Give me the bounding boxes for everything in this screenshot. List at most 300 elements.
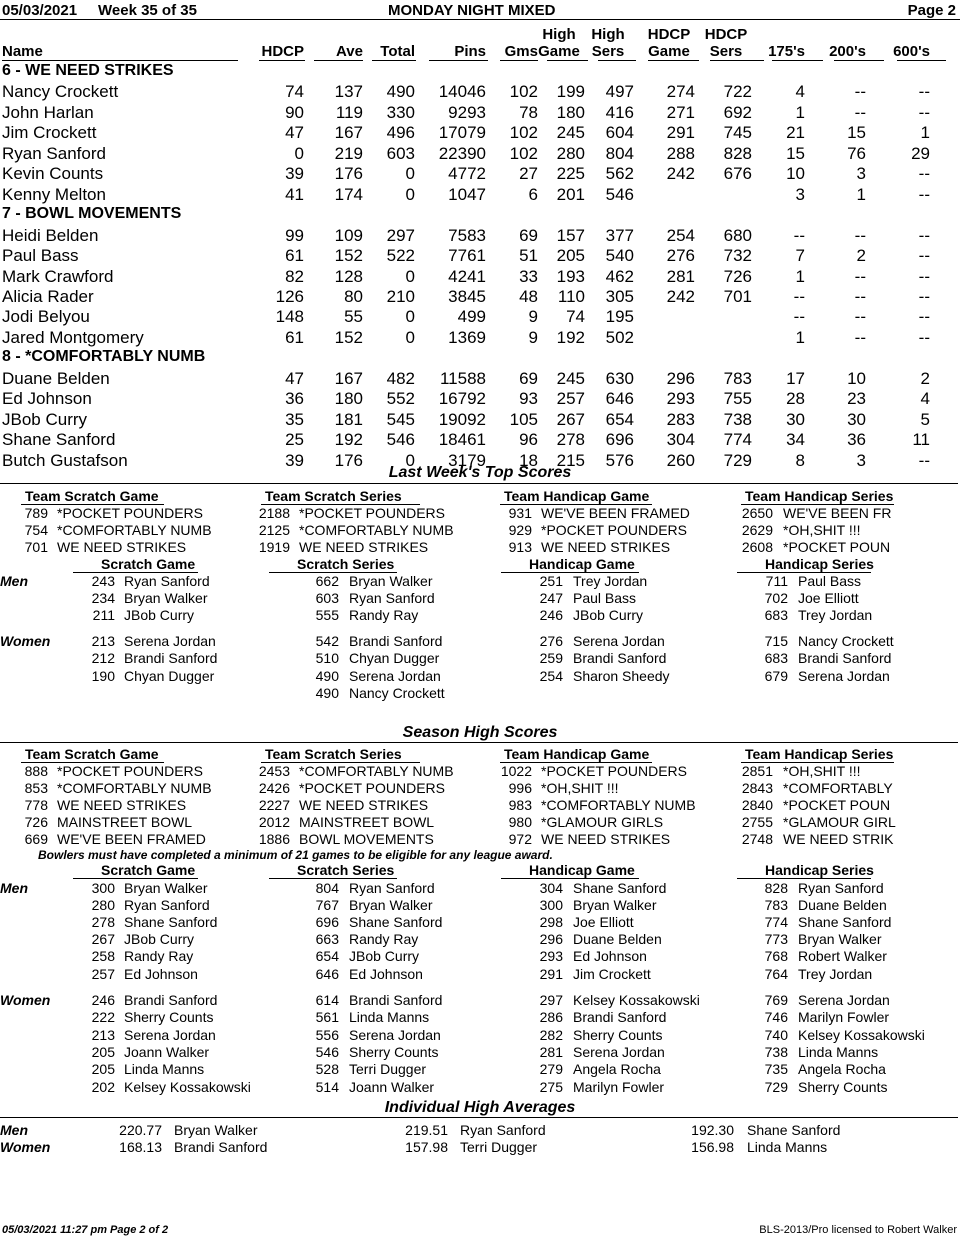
bowler-stat: 1: [920, 123, 930, 143]
score-name: Serena Jordan: [798, 992, 890, 1008]
bowler-stat: 732: [723, 246, 752, 266]
bowler-stat: 41: [285, 184, 304, 204]
bowler-row: [0, 430, 960, 450]
score-value: 280: [91, 897, 115, 914]
bowler-stat: 576: [605, 450, 634, 470]
bowler-stat: 18: [519, 450, 538, 470]
score-value: 679: [764, 667, 788, 684]
report-date: 05/03/2021: [2, 2, 78, 19]
bowler-stat: 47: [285, 368, 304, 388]
bowler-name: Jodi Belyou: [2, 307, 90, 327]
score-entry: [0, 1139, 960, 1156]
bowler-stat: 804: [605, 143, 634, 163]
score-name: JBob Curry: [124, 931, 195, 948]
footer-license: BLS-2013/Pro licensed to Robert Walker: [759, 1224, 957, 1236]
score-name: Ed Johnson: [573, 948, 647, 965]
score-name: Trey Jordan: [798, 607, 873, 624]
score-value: 2748: [741, 831, 773, 847]
bowler-stat: 2: [920, 368, 930, 388]
bowler-stat: 11: [912, 430, 930, 450]
column-underline: [429, 60, 488, 61]
score-name: *POCKET POUNDERS: [299, 505, 445, 521]
bowler-stat: 496: [386, 123, 415, 143]
bowler-stat: 167: [334, 368, 363, 388]
score-name: Chyan Dugger: [349, 650, 440, 667]
score-name: Joe Elliott: [573, 914, 634, 931]
score-name: Paul Bass: [798, 573, 862, 589]
bowler-stat: 19092: [438, 409, 486, 429]
bowler-stat: 90: [285, 102, 304, 122]
bowler-stat: 2: [856, 246, 866, 266]
score-name: Shane Sanford: [349, 914, 443, 931]
bowler-stat: 7: [795, 246, 805, 266]
score-value: 768: [764, 948, 788, 965]
score-name: Sherry Counts: [573, 1026, 663, 1043]
score-name: Ryan Sanford: [460, 1122, 546, 1138]
score-value: 281: [539, 1043, 563, 1060]
individual-category-header: Scratch Game: [101, 862, 196, 878]
score-name: Linda Manns: [349, 1009, 430, 1026]
score-name: *COMFORTABLY NUMB: [541, 797, 696, 813]
bowler-stat: 157: [556, 225, 585, 245]
score-value: 746: [764, 1009, 788, 1026]
score-name: Randy Ray: [349, 931, 419, 948]
bowler-stat: 502: [605, 327, 634, 347]
bowler-stat: 462: [605, 266, 634, 286]
bowler-stat: 102: [509, 123, 538, 143]
score-value: 614: [315, 992, 339, 1008]
score-name: Bryan Walker: [349, 573, 433, 589]
bowler-stat: --: [918, 82, 930, 102]
score-entry: [0, 1009, 960, 1026]
score-name: *COMFORTABLY NUMB: [299, 763, 454, 779]
score-name: Chyan Dugger: [124, 667, 215, 684]
score-value: 2426: [258, 780, 290, 796]
bowler-stat: 546: [386, 430, 415, 450]
team-category-header: Team Handicap Game: [504, 488, 650, 504]
score-value: 2188: [258, 505, 290, 521]
score-name: *POCKET POUN: [783, 539, 891, 555]
bowler-stat: 180: [334, 389, 363, 409]
score-value: 293: [539, 948, 563, 965]
score-name: *POCKET POUNDERS: [57, 763, 203, 779]
score-value: 212: [91, 650, 115, 667]
score-value: 773: [764, 931, 788, 948]
bowler-stat: 201: [556, 184, 585, 204]
column-underline: [598, 60, 636, 61]
bowler-stat: 1: [795, 266, 805, 286]
score-name: Duane Belden: [798, 897, 887, 914]
bowler-stat: 128: [334, 266, 363, 286]
bowler-stat: 276: [666, 246, 695, 266]
score-name: Trey Jordan: [798, 965, 873, 982]
team-name: 7 - BOWL MOVEMENTS: [2, 205, 182, 223]
header-underline: [737, 878, 871, 879]
score-entry: [0, 992, 960, 1009]
column-header: High Game: [538, 26, 580, 60]
score-value: 738: [764, 1043, 788, 1060]
score-name: Joe Elliott: [798, 590, 859, 607]
bowler-row: [0, 267, 960, 287]
bowler-stat: 74: [566, 307, 585, 327]
score-value: 754: [24, 522, 48, 538]
bowler-stat: 36: [847, 430, 866, 450]
score-value: 220.77: [119, 1122, 162, 1138]
bowler-stat: 783: [723, 368, 752, 388]
score-name: Bryan Walker: [124, 590, 208, 607]
bowler-stat: 3: [856, 450, 866, 470]
individual-category-header: Handicap Series: [765, 862, 874, 878]
column-header: Total: [380, 43, 415, 60]
score-name: *COMFORTABLY: [783, 780, 893, 796]
bowler-stat: 10: [786, 164, 805, 184]
bowler-stat: --: [918, 184, 930, 204]
bowler-stat: 0: [405, 450, 415, 470]
bowler-row: [0, 287, 960, 307]
score-value: 931: [508, 505, 532, 521]
column-header: HDCP Sers: [704, 26, 748, 60]
score-value: 715: [764, 633, 788, 649]
score-value: 789: [24, 505, 48, 521]
score-value: 669: [24, 831, 48, 847]
score-name: Bryan Walker: [124, 880, 208, 896]
score-entry: [0, 814, 960, 831]
score-name: Ryan Sanford: [349, 590, 435, 607]
bowler-stat: 293: [666, 389, 695, 409]
bowler-stat: 654: [605, 409, 634, 429]
bowler-name: Butch Gustafson: [2, 450, 128, 470]
bowler-row: [0, 103, 960, 123]
bowler-stat: 1: [856, 184, 866, 204]
column-underline: [710, 60, 764, 61]
bowler-stat: 278: [556, 430, 585, 450]
bowler-stat: 78: [519, 102, 538, 122]
score-name: Nancy Crockett: [349, 684, 445, 701]
score-entry: [0, 966, 960, 983]
last-week-rule: [0, 483, 958, 484]
score-value: 683: [764, 650, 788, 667]
score-name: *GLAMOUR GIRLS: [541, 814, 664, 830]
bowler-stat: 36: [285, 389, 304, 409]
header-underline: [501, 878, 639, 879]
page-number: Page 2: [907, 2, 956, 19]
bowler-stat: 137: [334, 82, 363, 102]
bowler-stat: 22390: [438, 143, 486, 163]
score-value: 853: [24, 780, 48, 796]
men-label: Men: [0, 573, 28, 589]
individual-category-header: Scratch Game: [101, 556, 196, 572]
bowler-stat: 630: [605, 368, 634, 388]
score-value: 275: [539, 1078, 563, 1095]
score-value: 528: [315, 1061, 339, 1078]
score-name: Jim Crockett: [573, 965, 651, 982]
score-name: Angela Rocha: [573, 1061, 661, 1078]
bowler-stat: 225: [556, 164, 585, 184]
bowler-name: Paul Bass: [2, 246, 79, 266]
bowler-stat: 260: [666, 450, 695, 470]
bowler-stat: 288: [666, 143, 695, 163]
score-name: Brandi Sanford: [798, 650, 892, 667]
score-name: Serena Jordan: [573, 633, 665, 649]
bowler-stat: 33: [519, 266, 538, 286]
score-entry: [0, 633, 960, 650]
bowler-stat: 69: [519, 225, 538, 245]
score-value: 157.98: [405, 1139, 448, 1155]
score-name: *POCKET POUNDERS: [541, 763, 687, 779]
bowler-stat: 210: [386, 286, 415, 306]
score-entry: [0, 763, 960, 780]
week-label: Week 35 of 35: [98, 2, 197, 19]
league-title: MONDAY NIGHT MIXED: [388, 2, 556, 19]
bowler-stat: 11588: [439, 368, 486, 388]
bowler-stat: 4: [920, 389, 930, 409]
score-name: *COMFORTABLY NUMB: [57, 780, 212, 796]
score-value: 774: [764, 914, 788, 931]
bowler-stat: 0: [405, 327, 415, 347]
bowler-stat: 167: [334, 123, 363, 143]
score-name: Randy Ray: [124, 948, 194, 965]
score-name: WE NEED STRIKES: [541, 539, 671, 555]
bowler-row: [0, 82, 960, 102]
score-value: 683: [764, 607, 788, 624]
bowler-stat: 80: [344, 286, 363, 306]
bowler-stat: 330: [386, 102, 415, 122]
score-value: 213: [91, 1026, 115, 1043]
bowler-stat: 9: [528, 327, 538, 347]
bowler-stat: 722: [723, 82, 752, 102]
score-value: 296: [539, 931, 563, 948]
bowler-stat: 274: [666, 82, 695, 102]
column-header: Pins: [454, 43, 486, 60]
score-entry: [0, 522, 960, 539]
bowler-stat: 181: [334, 409, 363, 429]
bowler-stat: 7583: [448, 225, 486, 245]
score-name: Sharon Sheedy: [573, 667, 670, 684]
score-value: 701: [24, 539, 48, 555]
high-averages-title: Individual High Averages: [384, 1099, 576, 1116]
score-value: 929: [508, 522, 532, 538]
score-name: WE NEED STRIKES: [541, 831, 671, 847]
team-name: 8 - *COMFORTABLY NUMB: [2, 348, 206, 366]
column-underline: [772, 60, 823, 61]
score-name: Marilyn Fowler: [798, 1009, 890, 1026]
score-value: 888: [24, 763, 48, 779]
score-name: *GLAMOUR GIRL: [783, 814, 896, 830]
bowler-stat: 9293: [448, 102, 486, 122]
score-name: Serena Jordan: [349, 667, 441, 684]
score-value: 804: [315, 880, 339, 896]
score-name: Ryan Sanford: [124, 897, 210, 914]
score-value: 1919: [258, 539, 290, 555]
header-underline: [269, 878, 397, 879]
score-value: 980: [508, 814, 532, 830]
score-value: 251: [539, 573, 563, 589]
bowler-stat: 271: [666, 102, 695, 122]
bowler-stat: 8: [795, 450, 805, 470]
men-label: Men: [0, 880, 28, 896]
individual-category-header: Scratch Series: [297, 556, 395, 572]
score-value: 2755: [741, 814, 773, 830]
score-entry: [0, 685, 960, 702]
bowler-stat: 199: [556, 82, 585, 102]
score-value: 767: [315, 897, 339, 914]
bowler-stat: 774: [723, 430, 752, 450]
score-value: 996: [508, 780, 532, 796]
bowler-stat: 680: [723, 225, 752, 245]
bowler-stat: 6: [528, 184, 538, 204]
bowler-stat: 3: [795, 184, 805, 204]
score-value: 555: [315, 607, 339, 624]
bowler-stat: 1369: [448, 327, 486, 347]
bowler-name: Shane Sanford: [2, 430, 116, 450]
score-name: Bryan Walker: [349, 897, 433, 914]
score-value: 205: [91, 1043, 115, 1060]
bowler-stat: 696: [605, 430, 634, 450]
column-header: Gms: [504, 43, 538, 60]
individual-category-header: Handicap Game: [529, 862, 635, 878]
score-name: Trey Jordan: [573, 573, 648, 589]
bowler-stat: 828: [723, 143, 752, 163]
score-value: 247: [539, 590, 563, 607]
bowler-stat: 0: [405, 184, 415, 204]
bowler-stat: 193: [556, 266, 585, 286]
score-value: 243: [91, 573, 115, 589]
bowler-stat: 152: [334, 327, 363, 347]
score-name: Brandi Sanford: [174, 1139, 268, 1155]
score-value: 2608: [741, 539, 773, 555]
bowler-stat: 16792: [438, 389, 486, 409]
score-name: *OH,SHIT !!!: [541, 780, 619, 796]
score-name: JBob Curry: [124, 607, 195, 624]
score-value: 2840: [741, 797, 773, 813]
score-value: 300: [539, 897, 563, 914]
bowler-stat: 280: [556, 143, 585, 163]
bowler-stat: 242: [666, 286, 695, 306]
bowler-stat: --: [918, 450, 930, 470]
bowler-stat: 99: [285, 225, 304, 245]
bowler-stat: --: [918, 225, 930, 245]
score-value: 2629: [741, 522, 773, 538]
bowler-stat: 257: [556, 389, 585, 409]
bowler-name: Jared Montgomery: [2, 327, 144, 347]
bowler-stat: 195: [605, 307, 634, 327]
season-high-title: Season High Scores: [402, 724, 558, 741]
women-label: Women: [0, 1139, 51, 1155]
score-entry: [0, 539, 960, 556]
score-name: Linda Manns: [747, 1139, 828, 1155]
men-label: Men: [0, 1122, 28, 1138]
score-name: JBob Curry: [573, 607, 644, 624]
bowler-stat: 291: [666, 123, 695, 143]
bowler-stat: 15: [847, 123, 866, 143]
score-name: Sherry Counts: [798, 1078, 888, 1095]
score-name: Linda Manns: [798, 1043, 879, 1060]
bowler-stat: --: [918, 164, 930, 184]
bowler-stat: 297: [386, 225, 415, 245]
bowler-row: [0, 185, 960, 205]
bowler-stat: 176: [334, 450, 363, 470]
score-value: 510: [315, 650, 339, 667]
bowler-name: John Harlan: [2, 102, 94, 122]
bowler-stat: 1: [795, 102, 805, 122]
score-name: *POCKET POUN: [783, 797, 891, 813]
score-value: 213: [91, 633, 115, 649]
score-value: 259: [539, 650, 563, 667]
score-value: 740: [764, 1026, 788, 1043]
bowler-stat: 25: [285, 430, 304, 450]
score-name: Paul Bass: [573, 590, 637, 607]
bowler-name: Mark Crawford: [2, 266, 114, 286]
score-name: WE NEED STRIK: [783, 831, 894, 847]
bowler-stat: 522: [386, 246, 415, 266]
bowler-stat: 646: [605, 389, 634, 409]
score-name: WE NEED STRIKES: [57, 797, 187, 813]
bowler-stat: 745: [723, 123, 752, 143]
bowler-row: [0, 246, 960, 266]
score-value: 546: [315, 1043, 339, 1060]
bowler-stat: 0: [405, 164, 415, 184]
bowler-stat: 51: [519, 246, 538, 266]
bowler-stat: 1047: [448, 184, 486, 204]
score-value: 2650: [741, 505, 773, 521]
bowler-stat: 1: [795, 327, 805, 347]
bowler-stat: 176: [334, 164, 363, 184]
individual-category-header: Scratch Series: [297, 862, 395, 878]
score-name: Shane Sanford: [798, 914, 892, 931]
bowler-stat: 105: [509, 409, 538, 429]
bowler-stat: 738: [723, 409, 752, 429]
bowler-stat: 174: [334, 184, 363, 204]
eligibility-note: Bowlers must have completed a minimum of 21 games to be eligible for any league award.: [38, 848, 553, 862]
score-value: 2125: [258, 522, 290, 538]
bowler-stat: 109: [334, 225, 363, 245]
score-value: 983: [508, 797, 532, 813]
score-value: 1886: [258, 831, 290, 847]
score-entry: [0, 797, 960, 814]
bowler-stat: 76: [847, 143, 866, 163]
season-rule: [0, 742, 958, 743]
score-entry: [0, 573, 960, 590]
bowler-name: Heidi Belden: [2, 225, 99, 245]
bowler-stat: 416: [605, 102, 634, 122]
bowler-stat: 39: [285, 164, 304, 184]
column-header: Ave: [336, 43, 363, 60]
bowler-stat: 180: [556, 102, 585, 122]
score-entry: [0, 914, 960, 931]
score-name: Kelsey Kossakowski: [124, 1078, 251, 1095]
score-value: 276: [539, 633, 563, 649]
score-entry: [0, 897, 960, 914]
score-name: JBob Curry: [349, 948, 420, 965]
bowler-stat: 148: [275, 307, 304, 327]
score-value: 2453: [258, 763, 290, 779]
column-header: High Sers: [591, 26, 625, 60]
bowler-stat: 692: [723, 102, 752, 122]
bowler-stat: --: [918, 307, 930, 327]
score-name: Ryan Sanford: [798, 880, 884, 896]
score-entry: [0, 831, 960, 848]
score-name: *OH,SHIT !!!: [783, 763, 861, 779]
bowler-name: Ed Johnson: [2, 389, 92, 409]
column-underline: [372, 60, 416, 61]
score-value: 257: [91, 965, 115, 982]
score-name: Joann Walker: [124, 1043, 210, 1060]
bowler-stat: --: [854, 225, 866, 245]
bowler-stat: 219: [334, 143, 363, 163]
bowler-stat: 729: [723, 450, 752, 470]
score-value: 2227: [258, 797, 290, 813]
score-value: 278: [91, 914, 115, 931]
